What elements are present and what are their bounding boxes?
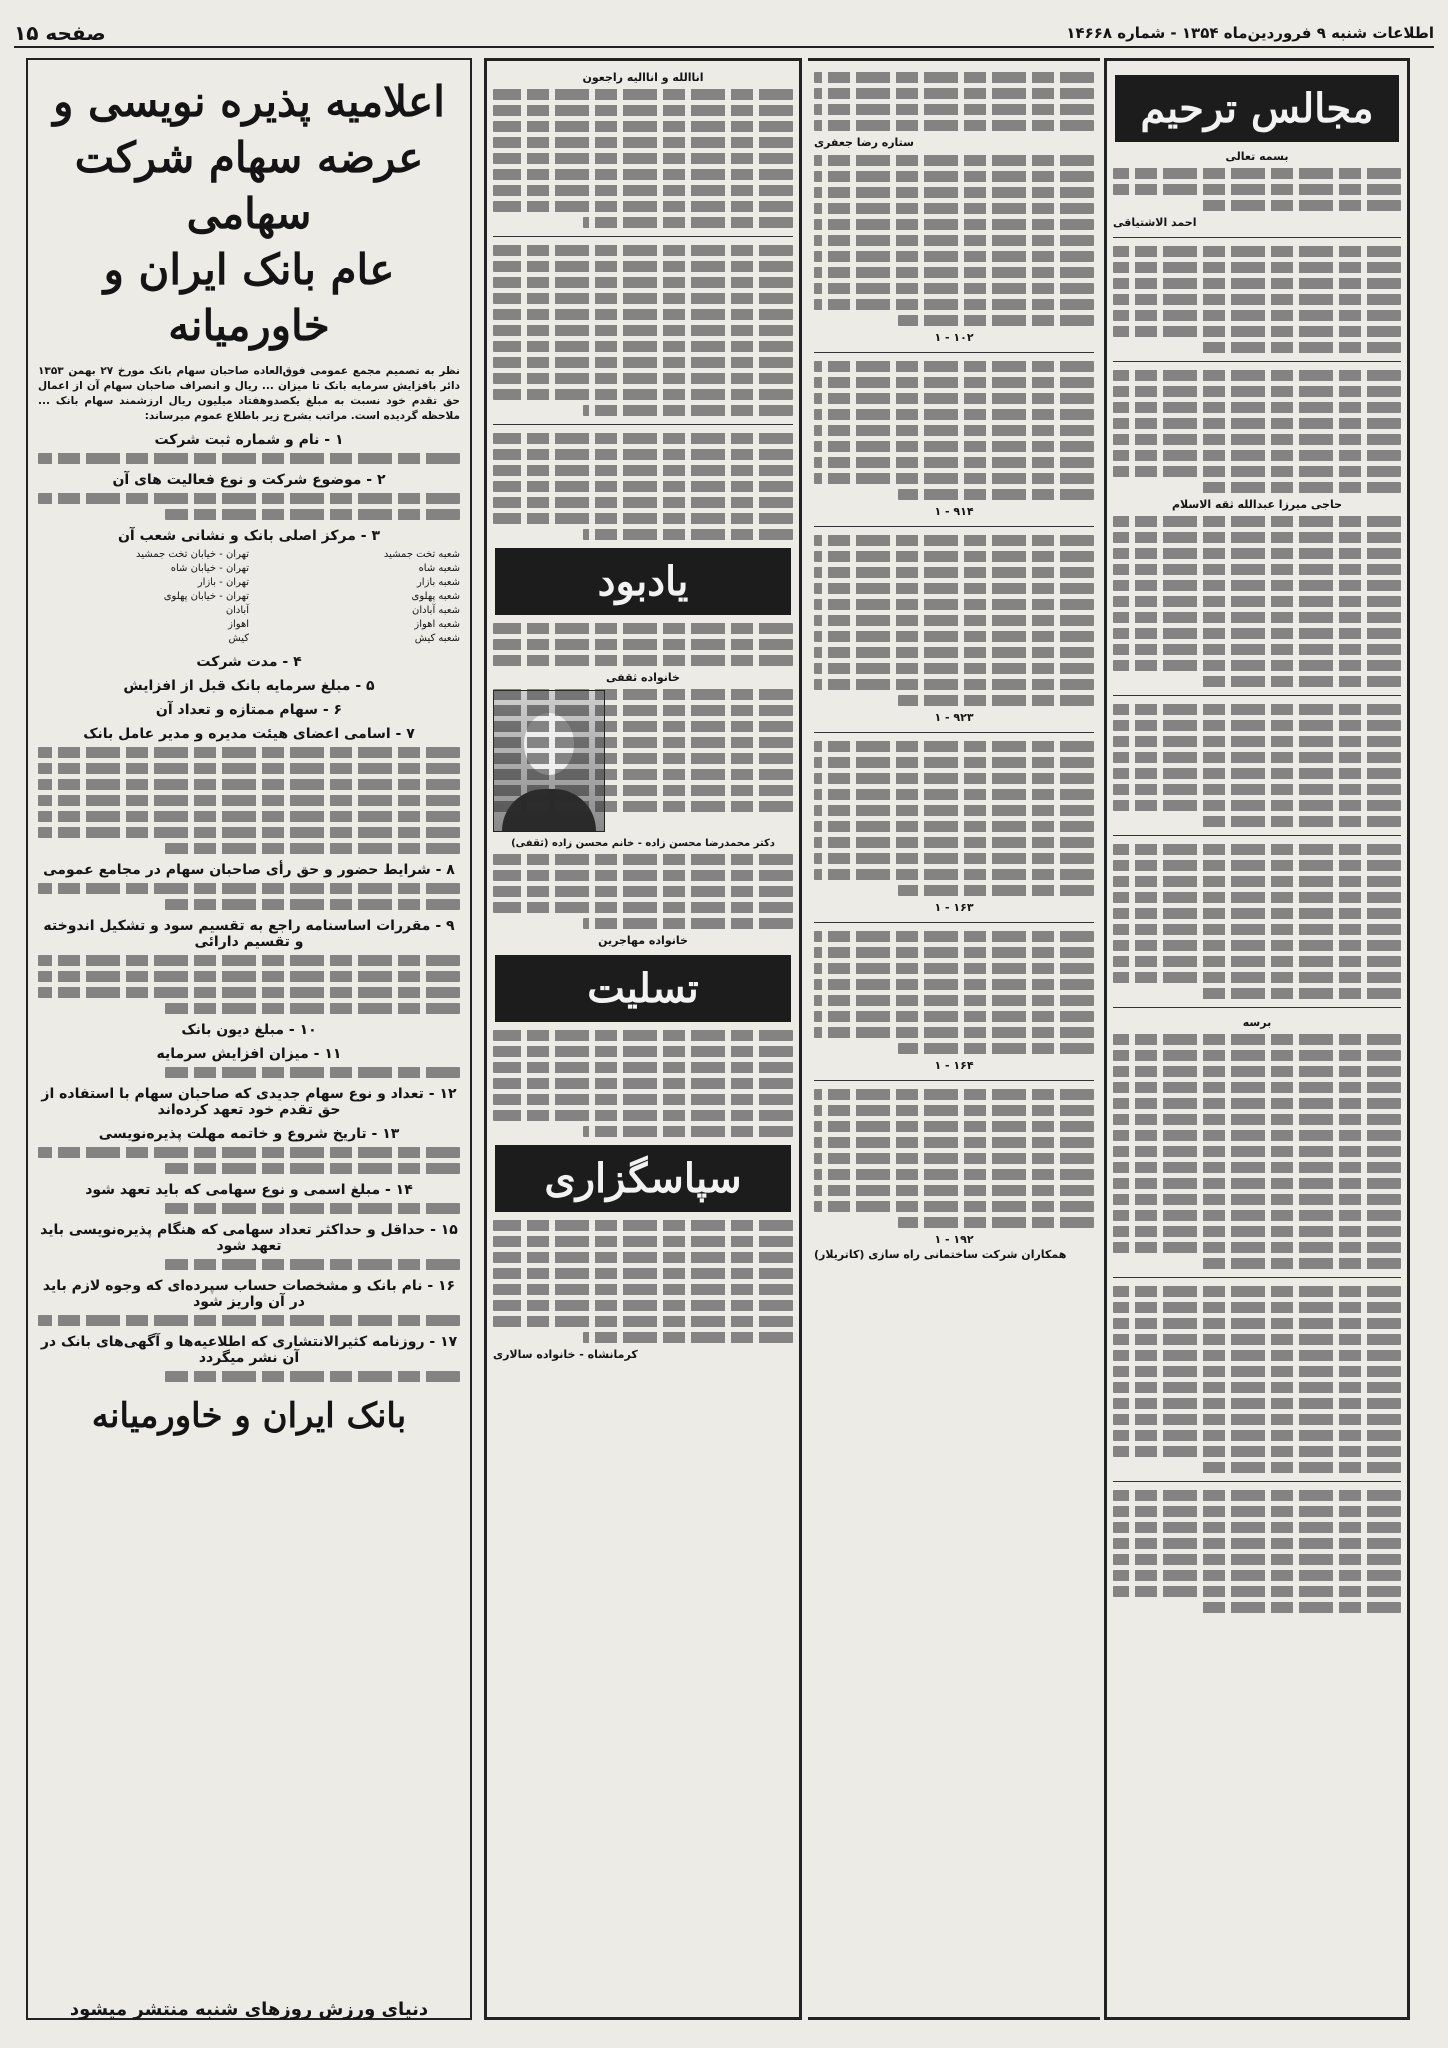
section-heading: ۱۶ - نام بانک و مشخصات حساب سپرده‌ای که وجوه لازم باید در آن واریز شود — [42, 1278, 456, 1310]
list-item: شعبه آبادان آبادان — [225, 605, 460, 616]
title-line: عرضه سهام شرکت سهامی — [74, 133, 424, 238]
obituary-column-right — [1104, 58, 1410, 2020]
sepaskozari-banner: سپاسگزاری — [495, 1145, 791, 1212]
majales-tarhim-banner: مجالس ترحیم — [1115, 75, 1399, 142]
quran-verse: اناالله و اناالیه راجعون — [582, 71, 704, 84]
section-heading: ۱۱ - میزان افزایش سرمایه — [156, 1046, 342, 1062]
announcement-title — [38, 74, 460, 354]
branch-list — [38, 548, 460, 646]
notice-code: ۹۲۳ - ۱ — [934, 711, 974, 724]
title-line: عام بانک ایران و خاورمیانه — [103, 245, 395, 350]
page-number: صفحه ۱۵ — [14, 21, 106, 45]
sports-notice: دنیای ورزش روزهای شنبه منتشر میشود — [69, 1999, 429, 2020]
section-label: بسمه تعالی — [1225, 150, 1289, 163]
taslit-banner: تسلیت — [495, 955, 791, 1022]
list-item: شعبه پهلوی تهران - خیابان پهلوی — [163, 591, 460, 602]
signature: کرمانشاه - خانواده سالاری — [493, 1348, 638, 1361]
issue-line: اطلاعات شنبه ۹ فروردین‌ماه ۱۳۵۴ - شماره ۱۴۶۶۸ — [1066, 24, 1434, 42]
masthead — [14, 20, 1434, 48]
section-heading: ۶ - سهام ممتازه و تعداد آن — [155, 702, 343, 718]
bank-name-footer: بانک ایران و خاورمیانه — [91, 1396, 407, 1436]
section-heading: ۱۲ - تعداد و نوع سهام جدیدی که صاحبان سهام با استفاده از حق تقدم خود تعهد کرده‌اند — [41, 1086, 457, 1118]
title-line: اعلامیه پذیره نویسی و — [53, 77, 445, 126]
family-label: خانواده مهاجرین — [598, 934, 688, 947]
notice-code: ۱۰۲ - ۱ — [934, 331, 974, 344]
obituary-column-left — [484, 58, 802, 2020]
bank-announcement — [26, 58, 472, 2020]
section-heading: ۷ - اسامی اعضای هیئت مدیره و مدیر عامل بانک — [83, 726, 415, 742]
section-heading: ۵ - مبلغ سرمایه بانک قبل از افزایش — [123, 678, 375, 694]
section-heading: ۲ - موضوع شرکت و نوع فعالیت های آن — [112, 472, 386, 488]
announcement-intro: نظر به تصمیم مجمع عمومی فوق‌العاده صاحبان سهام بانک مورخ ۲۷ بهمن ۱۳۵۳ دائر بافزایش سرمایه بانک تا میزان ... ریال و انصراف صاحبان سهام آن از اعمال حق تقدم خود نسبت به مبلغ یکصدوهفتاد میلیون ریال ارزشمند سهام بانک ... ملاحظه گردیده است. مراتب بشرح زیر باطلاع عموم میرساند: — [38, 365, 460, 422]
list-item: شعبه شاه تهران - خیابان شاه — [170, 563, 460, 574]
notice-code: ۱۶۳ - ۱ — [934, 901, 974, 914]
list-item: شعبه کیش کیش — [228, 633, 460, 644]
section-heading: ۱۰ - مبلغ دیون بانک — [181, 1022, 317, 1038]
obituary-column-middle — [808, 58, 1100, 2020]
section-heading: ۱۵ - حداقل و حداکثر تعداد سهامی که هنگام پذیره‌نویسی باید تعهد شود — [40, 1222, 458, 1254]
notice-code: ۹۱۴ - ۱ — [934, 505, 974, 518]
family-label: خانواده ثقفی — [606, 671, 680, 684]
section-heading: ۴ - مدت شرکت — [196, 654, 302, 670]
list-item: شعبه تخت جمشید تهران - خیابان تخت جمشید — [136, 549, 460, 560]
notice-code: ۱۶۴ - ۱ — [934, 1059, 974, 1072]
list-item: شعبه بازار تهران - بازار — [197, 577, 460, 588]
section-heading: ۱۴ - مبلغ اسمی و نوع سهامی که باید تعهد شود — [85, 1182, 413, 1198]
section-heading: ۱ - نام و شماره ثبت شرکت — [154, 432, 344, 448]
signature: ستاره رضا جعفری — [814, 136, 914, 149]
photo-caption: دکتر محمدرضا محسن زاده - خانم محسن زاده (ثقفی) — [511, 838, 775, 849]
signature: احمد الاشتیاقی — [1113, 216, 1197, 229]
section-heading: ۸ - شرایط حضور و حق رأی صاحبان سهام در مجامع عمومی — [43, 862, 455, 878]
notice-heading: حاجی میرزا عبدالله ثقه الاسلام — [1171, 498, 1342, 511]
section-heading: ۱۳ - تاریخ شروع و خاتمه مهلت پذیره‌نویسی — [98, 1126, 400, 1142]
section-heading: ۹ - مقررات اساسنامه راجع به تقسیم سود و تشکیل اندوخته و تقسیم دارائی — [43, 918, 455, 950]
notice-heading: برسه — [1242, 1016, 1272, 1029]
notice-code: ۱۹۲ - ۱ — [934, 1233, 974, 1246]
section-heading: ۳ - مرکز اصلی بانک و نشانی شعب آن — [117, 528, 380, 544]
section-heading: ۱۷ - روزنامه کثیرالانتشاری که اطلاعیه‌ها و آگهی‌های بانک در آن نشر میگردد — [40, 1334, 458, 1366]
list-item: شعبه اهواز اهواز — [228, 619, 460, 630]
signature: همکاران شرکت ساختمانی راه سازی (کاتریلار) — [814, 1248, 1067, 1261]
yadbood-banner: یادبود — [495, 548, 791, 615]
